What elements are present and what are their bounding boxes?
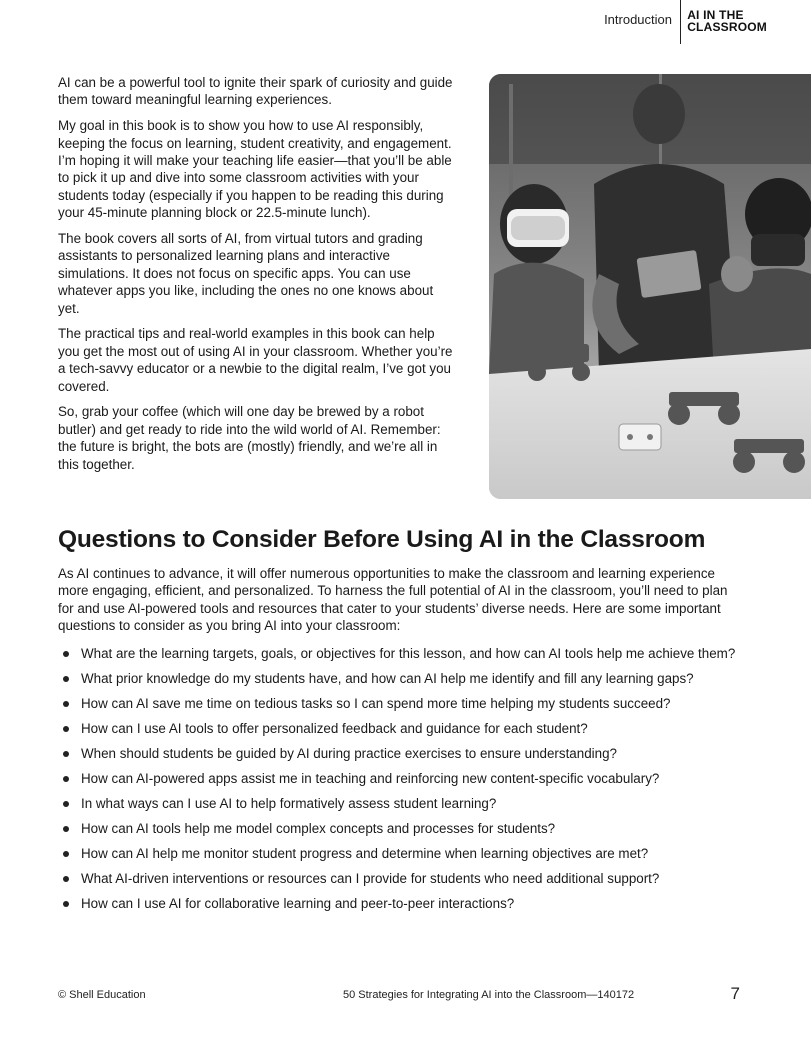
list-item <box>58 870 758 887</box>
list-item <box>58 670 758 687</box>
list-item-text: What AI-driven interventions or resources can I provide for students who need additional support? <box>81 871 660 886</box>
list-item <box>58 720 758 737</box>
list-item-text: How can AI save me time on tedious tasks so I can spend more time helping my students succeed? <box>81 696 671 711</box>
bullet-icon <box>63 676 69 682</box>
intro-paragraph: So, grab your coffee (which will one day be brewed by a robot butler) and get ready to ride into the wild world of AI. Remember: the future is bright, the bots are (mostly) friendly, and we’re all in this together. <box>58 404 441 472</box>
list-item <box>58 795 758 812</box>
intro-paragraph: My goal in this book is to show you how to use AI responsibly, keeping the focus on learning, student creativity, and engagement. I’m hoping it will make your teaching life easier—that you’ll be able to pick it up and dive into some classroom activities with your students today (especially if you happen to be reading this during your 45-minute planning block or 22.5-minute lunch). <box>58 118 452 221</box>
list-item <box>58 895 758 912</box>
list-item <box>58 745 758 762</box>
list-item <box>58 645 758 662</box>
list-item-text: How can I use AI tools to offer personalized feedback and guidance for each student? <box>81 721 588 736</box>
list-item <box>58 770 758 787</box>
bullet-icon <box>63 876 69 882</box>
intro-text <box>58 74 453 481</box>
list-item-text: How can I use AI for collaborative learning and peer-to-peer interactions? <box>81 896 515 911</box>
header-section-label: Introduction <box>604 12 672 27</box>
list-item-text: When should students be guided by AI during practice exercises to ensure understanding? <box>81 746 617 761</box>
page-number: 7 <box>730 984 740 1003</box>
intro-paragraph: The book covers all sorts of AI, from virtual tutors and grading assistants to personalized learning plans and interactive simulations. It does not focus on specific apps. You can use whatever apps you like, including the ones no one knows about yet. <box>58 231 434 316</box>
intro-paragraph: The practical tips and real-world examples in this book can help you get the most out of using AI in your classroom. Whether you’re a tech-savvy educator or a newbie to the digital realm, I’ve got you covered. <box>58 326 453 394</box>
header-brand <box>687 9 767 33</box>
section-heading: Questions to Consider Before Using AI in the Classroom <box>58 526 706 553</box>
footer-copyright: © Shell Education <box>58 989 146 1001</box>
footer-book-title: 50 Strategies for Integrating AI into the Classroom—140172 <box>343 989 635 1001</box>
list-item <box>58 845 758 862</box>
running-header <box>581 0 811 46</box>
bullet-icon <box>63 851 69 857</box>
page-footer <box>58 986 748 1006</box>
bullet-icon <box>63 651 69 657</box>
bullet-icon <box>63 801 69 807</box>
list-item-text: How can AI help me monitor student progress and determine when learning objectives are met? <box>81 846 649 861</box>
list-item-text: In what ways can I use AI to help formatively assess student learning? <box>81 796 497 811</box>
bullet-icon <box>63 901 69 907</box>
header-divider <box>680 0 682 44</box>
list-item-text: How can AI tools help me model complex concepts and processes for students? <box>81 821 556 836</box>
brand-line-1: AI IN THE <box>687 8 744 22</box>
bullet-icon <box>63 701 69 707</box>
bullet-icon <box>63 726 69 732</box>
bullet-icon <box>63 776 69 782</box>
list-item <box>58 695 758 712</box>
list-item <box>58 820 758 837</box>
list-item-text: What prior knowledge do my students have, and how can AI help me identify and fill any learning gaps? <box>81 671 694 686</box>
classroom-robotics-photo <box>489 74 811 499</box>
list-item-text: What are the learning targets, goals, or objectives for this lesson, and how can AI tools help me achieve them? <box>81 646 736 661</box>
questions-list <box>58 645 758 920</box>
brand-line-2: CLASSROOM <box>687 20 767 34</box>
intro-paragraph: AI can be a powerful tool to ignite their spark of curiosity and guide them toward meaningful learning experiences. <box>58 75 453 108</box>
list-item-text: How can AI-powered apps assist me in teaching and reinforcing new content-specific vocabulary? <box>81 771 660 786</box>
bullet-icon <box>63 826 69 832</box>
section-lead-paragraph: As AI continues to advance, it will offer numerous opportunities to make the classroom and learning experience more engaging, efficient, and personalized. To harness the full potential of AI in the classroom, you’ll need to plan for and use AI-powered tools and resources that cater to your students’ diverse needs. Here are some important questions to consider as you bring AI into your classroom: <box>58 566 728 634</box>
photo-illustration <box>489 74 811 499</box>
bullet-icon <box>63 751 69 757</box>
